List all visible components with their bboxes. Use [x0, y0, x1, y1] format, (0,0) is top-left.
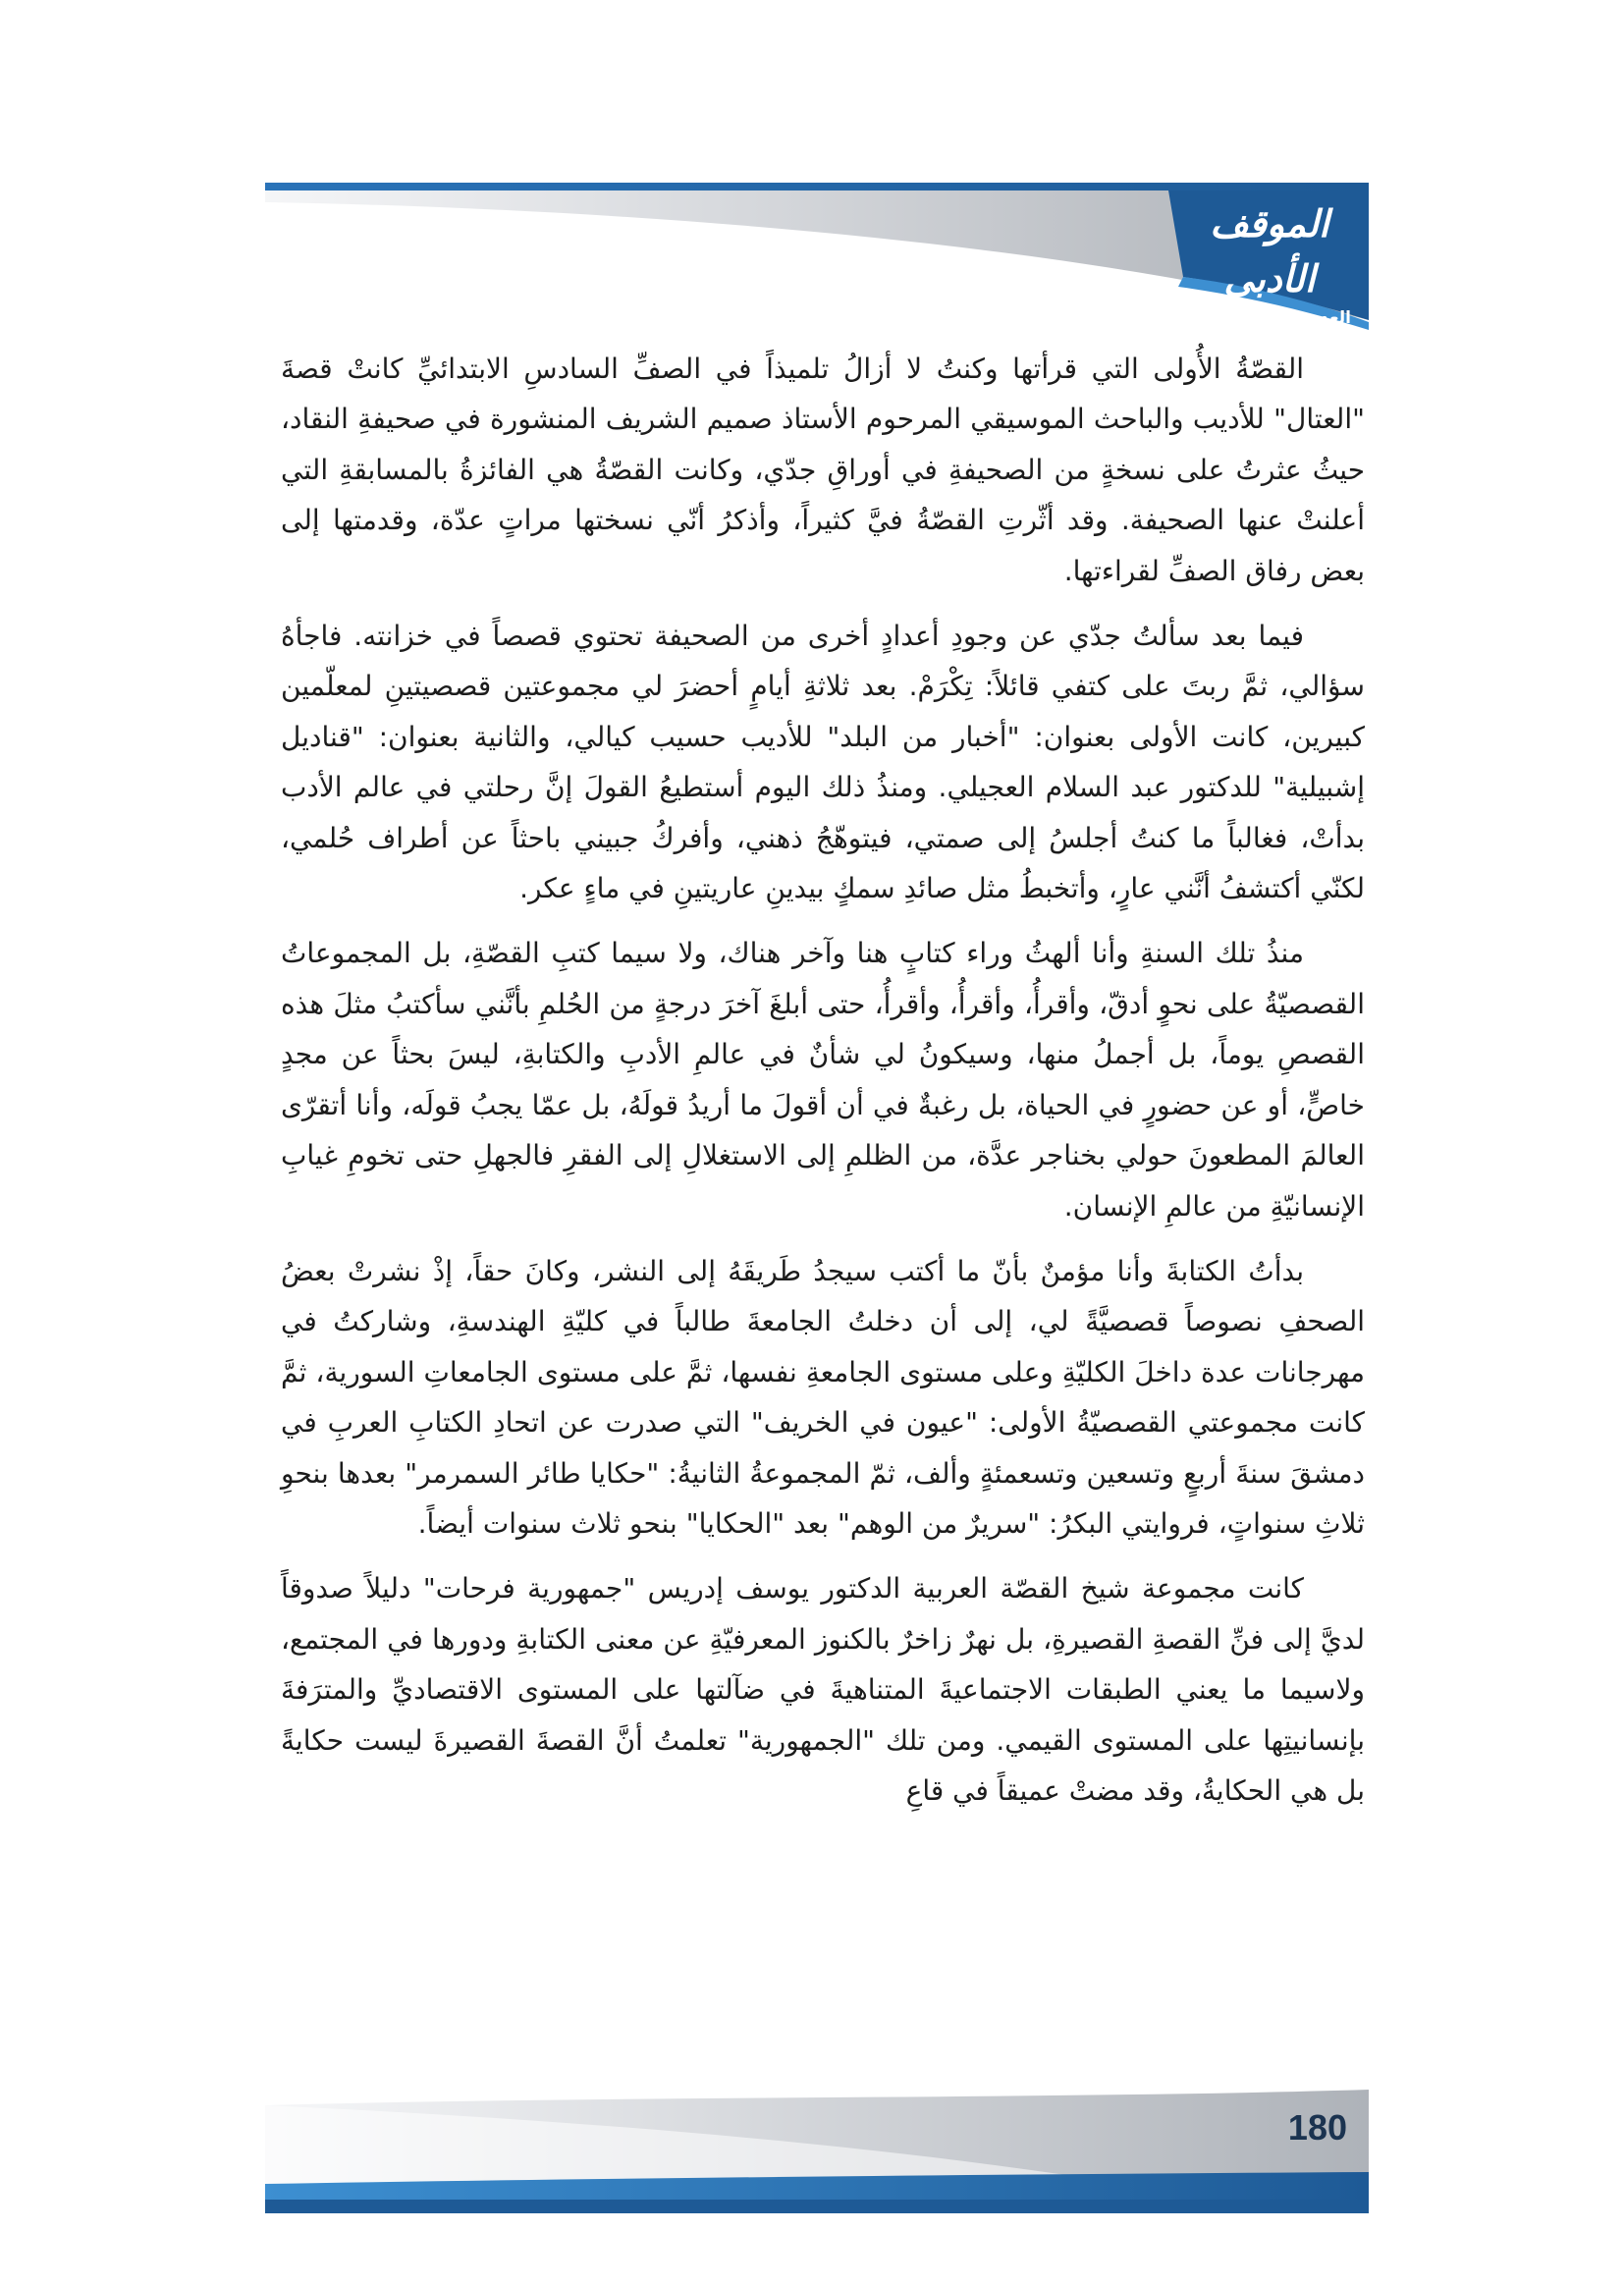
issue-number: 556 [1267, 308, 1302, 328]
page-footer [265, 2090, 1369, 2213]
issue-info [1156, 306, 1353, 330]
issue-year: 2017 [1156, 308, 1203, 328]
article-body [281, 344, 1365, 1830]
article-paragraph-3: منذُ تلك السنةِ وأنا ألهثُ وراء كتابٍ هنا وآخر هناك، ولا سيما كتبِ القصّةِ، بل المجموعاتُ القصصيّةُ على نحوٍ أدقّ، وأقرأُ، وأقرأُ، وأقرأُ، حتى أبلغَ آخرَ درجةٍ من الحُلمِ بأنَّني سأكتبُ مثلَ هذه القصصِ يوماً، بل أجملُ منها، وسيكونُ لي شأنٌ في عالمِ الأدبِ والكتابةِ، ليسَ بحثاً عن مجدٍ خاصٍّ، أو عن حضورٍ في الحياة، بل رغبةٌ في أن أقولَ ما أريدُ قولَهُ، بل عمّا يجبُ قولَه، وأنا أتقرّى العالمَ المطعونَ حولي بخناجر عدَّة، من الظلمِ إلى الاستغلالِ إلى الفقرِ فالجهلِ حتى تخومِ غيابِ الإنسانيّةِ من عالمِ الإنسان. [281, 937, 1365, 1223]
issue-month: أيار [1212, 308, 1241, 328]
page-number: 180 [1287, 2107, 1347, 2148]
article-paragraph-4: بدأتُ الكتابةَ وأنا مؤمنٌ بأنّ ما أكتب سيجدُ طَريقَهُ إلى النشر، وكانَ حقاً، إذْ نشرتْ بعضُ الصحفِ نصوصاً قصصيَّةً لي، إلى أن دخلتُ الجامعةَ طالباً في كليّةِ الهندسةِ، وشاركتُ في مهرجانات عدة داخلَ الكليّةِ وعلى مستوى الجامعةِ نفسها، ثمَّ على مستوى الجامعاتِ السورية، ثمَّ كانت مجموعتي القصصيّةُ الأولى: "عيون في الخريف" التي صدرت عن اتحادِ الكتابِ العربِ في دمشقَ سنةَ أربعٍ وتسعين وتسعمئةٍ وألف، ثمّ المجموعةُ الثانيةُ: "حكايا طائر السمرمر" بعدها بنحوِ ثلاثِ سنواتٍ، فروايتي البكرُ: "سريرٌ من الوهم" بعد "الحكايا" بنحو ثلاث سنوات أيضاً. [281, 1254, 1365, 1540]
article-paragraph-2: فيما بعد سألتُ جدّي عن وجودِ أعدادٍ أخرى من الصحيفة تحتوي قصصاً في خزانته. فاجأهُ سؤالي، ثمَّ ربتَ على كتفي قائلاً: تِكْرَمْ. بعد ثلاثةِ أيامٍ أحضرَ لي مجموعتين قصصيتينِ لمعلّمين كبيرين، كانت الأولى بعنوان: "أخبار من البلد" للأديب حسيب كيالي، والثانية بعنوان: "قناديل إشبيلية" للدكتور عبد السلام العجيلي. ومنذُ ذلك اليوم أستطيعُ القولَ إنَّ رحلتي في عالم الأدب بدأتْ، فغالباً ما كنتُ أجلسُ إلى صمتي، فيتوهّجُ ذهني، وأفركُ جبيني باحثاً عن أطراف حُلمي، لكنّي أكتشفُ أنَّني عارٍ، وأتخبطُ مثل صائدِ سمكٍ بيدينِ عاريتينِ في ماءٍ عكر. [281, 620, 1365, 905]
issue-separator: - [1250, 308, 1258, 328]
issue-label: العدد [1311, 308, 1351, 328]
page-header [265, 183, 1369, 338]
magazine-logo: الموقف الأدبي [1210, 201, 1329, 300]
article-paragraph-1: القصّةُ الأُولى التي قرأتها وكنتُ لا أزالُ تلميذاً في الصفِّ السادسِ الابتدائيِّ كانتْ قصةَ "العتال" للأديب والباحث الموسيقي المرحوم الأستاذ صميم الشريف المنشورة في صحيفةِ النقاد، حيثُ عثرتُ على نسخةٍ من الصحيفةِ في أوراقِ جدّي، وكانت القصّةُ هي الفائزةُ بالمسابقةِ التي أعلنتْ عنها الصحيفة. وقد أثّرتِ القصّةُ فيَّ كثيراً، وأذكرُ أنّي نسختها مراتٍ عدّة، وقدمتها إلى بعض رفاق الصفِّ لقراءتها. [281, 353, 1365, 587]
masthead [1156, 196, 1353, 330]
article-paragraph-5: كانت مجموعة شيخ القصّة العربية الدكتور يوسف إدريس "جمهورية فرحات" دليلاً صدوقاً لديَّ إلى فنِّ القصةِ القصيرةِ، بل نهرٌ زاخرٌ بالكنوز المعرفيّةِ عن معنى الكتابةِ ودورها في المجتمع، ولاسيما ما يعني الطبقات الاجتماعيةَ المتناهيةَ في ضآلتها على المستوى الاقتصاديِّ والمترَفةَ بإنسانيتِها على المستوى القيمي. ومن تلك "الجمهورية" تعلمتُ أنَّ القصةَ القصيرةَ ليست حكايةً بل هي الحكايةُ، وقد مضتْ عميقاً في قاعِ [281, 1572, 1365, 1807]
footer-swoosh-graphic [265, 2090, 1369, 2213]
